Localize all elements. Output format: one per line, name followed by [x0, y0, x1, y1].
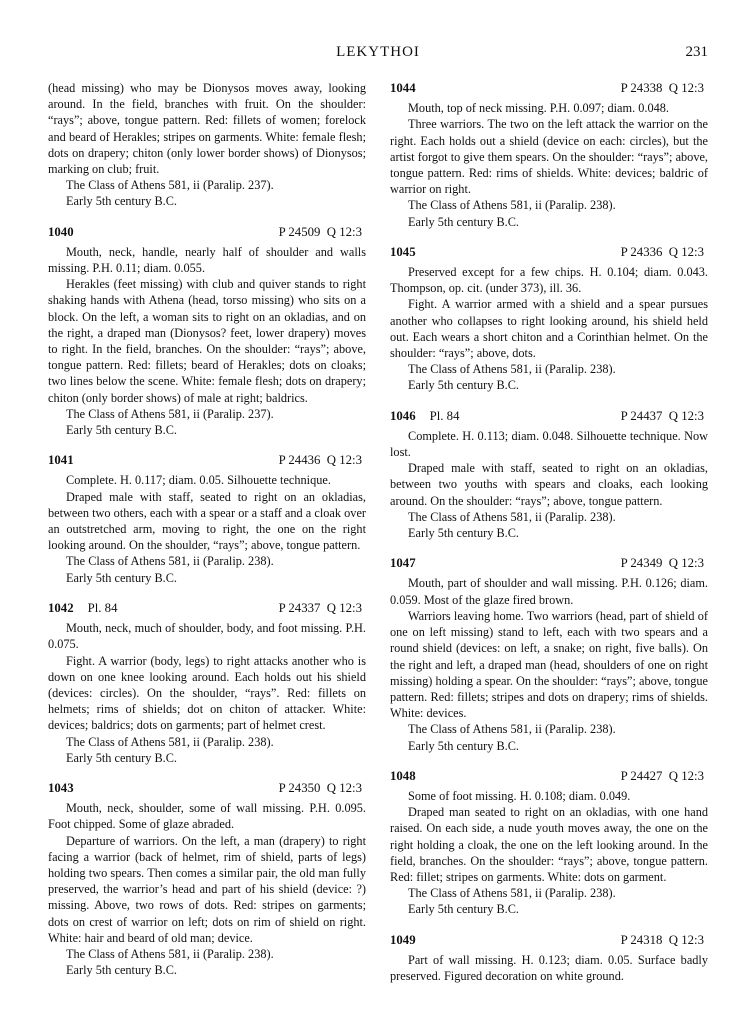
- entry-paragraph: Mouth, neck, handle, nearly half of shoulder and walls missing. P.H. 0.11; diam. 0.055.: [48, 244, 366, 276]
- entry-paragraph: Early 5th century B.C.: [66, 963, 177, 978]
- right-entries: [390, 80, 708, 984]
- entry-paragraph: Some of foot missing. H. 0.108; diam. 0.049.: [408, 788, 631, 803]
- entry-paragraph: Draped man seated to right on an okladias, with one hand raised. On each side, a nude youth moves away, the one on the right holding a cloak, the one on the left looking around. In the field, branches. On the shoulder: “rays”; above, tongue pattern. Red: fillet; stripes on garments. White: dots on garment.: [390, 805, 708, 884]
- continued-entry: [48, 80, 366, 210]
- entry-heading: [390, 408, 708, 424]
- inventory-number: P 24437 Q 12:3: [620, 408, 704, 423]
- catalog-entry: [48, 780, 366, 978]
- entry-paragraph: The Class of Athens 581, ii (Paralip. 238).: [66, 946, 274, 961]
- entry-paragraph: Departure of warriors. On the left, a man (drapery) to right facing a warrior (back of helmet, rim of shield, parts of legs) holding two spears. Then comes a similar pair, the old man fully preserved, the warrior’s head and part of his shield (device: ?) missing. Above, two rows of dots. Red: stripes on garments; dots on crest of warrior on left; dots on rim of shield on right. White: hair and beard of old man; device.: [48, 833, 366, 945]
- catalog-entry: [48, 224, 366, 439]
- inventory-number: P 24427 Q 12:3: [620, 768, 704, 783]
- entry-number: 1048: [390, 768, 416, 783]
- entry-number: 1046: [390, 408, 416, 423]
- entry-heading: [48, 600, 366, 616]
- page-number: 231: [685, 44, 708, 60]
- entry-paragraph: Herakles (feet missing) with club and quiver stands to right shaking hands with Athena (head, torso missing) who sits on a block. On the left, a woman sits to right on an okladias, and on the right, a draped man (Dionysos? feet, lower drapery) moves to right. In the field, branches. On the shoulder: “rays”; above, tongue pattern. Red: fillets; beard of Herakles; dots on cloaks; two lines below the scene. White: female flesh; dots on drapery; chiton (only border shows) of male at right; baldrics.: [48, 277, 366, 405]
- entry-paragraph: The Class of Athens 581, ii (Paralip. 238).: [66, 554, 274, 569]
- entry-paragraph: Draped male with staff, seated to right on an okladias, between two youths with spears and cloaks, each looking around. On the shoulder: “rays”; above, tongue pattern.: [390, 461, 708, 508]
- catalog-entry: [390, 768, 708, 918]
- entry-paragraph: Early 5th century B.C.: [408, 738, 519, 753]
- entry-heading: [390, 555, 708, 571]
- entry-heading: [390, 768, 708, 784]
- inventory-number: P 24337 Q 12:3: [278, 600, 362, 615]
- entry-number: 1045: [390, 244, 416, 259]
- entry-paragraph: Early 5th century B.C.: [408, 378, 519, 393]
- running-title: LEKYTHOI: [336, 44, 420, 60]
- entry-paragraph: The Class of Athens 581, ii (Paralip. 237).: [66, 406, 274, 421]
- entry-number: 1043: [48, 780, 74, 795]
- right-column: [390, 80, 708, 984]
- inventory-number: P 24436 Q 12:3: [278, 453, 362, 468]
- entry-number: 1040: [48, 224, 74, 239]
- inventory-number: P 24509 Q 12:3: [278, 224, 362, 239]
- entry-paragraph: Early 5th century B.C.: [408, 214, 519, 229]
- entry-number: 1047: [390, 556, 416, 571]
- inventory-number: P 24350 Q 12:3: [278, 780, 362, 795]
- entry-paragraph: Fight. A warrior armed with a shield and a spear pursues another who collapses to right looking around, his shield held out. Each wears a short chiton and a Corinthian helmet. On the shoulder: “rays”; above, dots.: [390, 297, 708, 361]
- entry-paragraph: The Class of Athens 581, ii (Paralip. 238).: [408, 722, 616, 737]
- entry-paragraph: Early 5th century B.C.: [66, 570, 177, 585]
- entry-heading: [390, 244, 708, 260]
- entry-paragraph: The Class of Athens 581, ii (Paralip. 238).: [408, 886, 616, 901]
- entry-heading: [48, 780, 366, 796]
- entry-paragraph: The Class of Athens 581, ii (Paralip. 238).: [408, 198, 616, 213]
- entry-paragraph: The Class of Athens 581, ii (Paralip. 238).: [408, 362, 616, 377]
- entry-paragraph: Complete. H. 0.113; diam. 0.048. Silhouette technique. Now lost.: [390, 428, 708, 460]
- catalog-entry: [390, 80, 708, 230]
- entry-paragraph: Complete. H. 0.117; diam. 0.05. Silhouette technique.: [66, 473, 331, 488]
- entry-paragraph: (head missing) who may be Dionysos moves away, looking around. In the field, branches with fruit. On the shoulder: “rays”; above, tongue pattern. Red: fillets of women; forelock and beard of Herakles; stripes on garments. White: female flesh; dots on drapery; chiton (only lower border shows) of Dionysos; marking on club; fruit.: [48, 81, 366, 177]
- plate-reference: Pl. 84: [87, 600, 118, 615]
- inventory-number: P 24318 Q 12:3: [620, 932, 704, 947]
- entry-paragraph: Mouth, neck, shoulder, some of wall missing. P.H. 0.095. Foot chipped. Some of glaze abraded.: [48, 801, 366, 832]
- left-entries: [48, 224, 366, 979]
- entry-number: 1041: [48, 453, 74, 468]
- entry-paragraph: Early 5th century B.C.: [66, 194, 177, 209]
- entry-paragraph: Three warriors. The two on the left attack the warrior on the right. Each holds out a shield (device on each: circles), but the artist forgot to give them spears. On the shoulder: “rays”; above, tongue pattern. Red: rims of shields. White: devices; baldric of warrior on right.: [390, 117, 708, 197]
- entry-paragraph: Fight. A warrior (body, legs) to right attacks another who is down on one knee looking around. Each holds out his shield (devices: circles). On the shoulder, “rays”. Red: fillets on helmets; rims of shields; dot on chiton of attacker. White: devices; baldrics; dots on garments; part of helmet crest.: [48, 653, 366, 733]
- entry-paragraph: Mouth, neck, much of shoulder, body, and foot missing. P.H. 0.075.: [48, 621, 366, 652]
- entry-paragraph: Draped male with staff, seated to right on an okladias, between two others, each with a spear or a staff and a cloak over an outstretched arm, moving to right, the one on the right looking around. On the shoulder, “rays”; above, tongue pattern.: [48, 489, 366, 553]
- entry-heading: [390, 80, 708, 96]
- left-column: [48, 80, 366, 978]
- entry-paragraph: Early 5th century B.C.: [66, 750, 177, 765]
- entry-heading: [48, 452, 366, 468]
- inventory-number: P 24338 Q 12:3: [620, 81, 704, 95]
- plate-reference: Pl. 84: [429, 408, 460, 423]
- entry-paragraph: The Class of Athens 581, ii (Paralip. 238).: [408, 509, 616, 524]
- catalog-entry: [48, 452, 366, 586]
- entry-number: 1049: [390, 932, 416, 947]
- catalog-entry: [48, 600, 366, 766]
- entry-paragraph: Preserved except for a few chips. H. 0.104; diam. 0.043. Thompson, op. cit. (under 373), ill. 36.: [390, 265, 708, 296]
- inventory-number: P 24349 Q 12:3: [620, 556, 704, 571]
- entry-number: 1042: [48, 600, 74, 615]
- catalog-entry: [390, 932, 708, 985]
- catalog-entry: [390, 555, 708, 753]
- entry-number: 1044: [390, 81, 416, 95]
- entry-paragraph: The Class of Athens 581, ii (Paralip. 237).: [66, 178, 274, 193]
- entry-paragraph: Early 5th century B.C.: [408, 526, 519, 541]
- entry-paragraph: The Class of Athens 581, ii (Paralip. 238).: [66, 734, 274, 749]
- entry-paragraph: Warriors leaving home. Two warriors (head, part of shield of one on left missing) stand to left, each with two spears and a round shield (devices: on left, a snake; on right, five balls). On the right and left, a draped man (head, shoulders of one on right missing) holding a spear. On the shoulder: “rays”; above, tongue pattern. Red: fillets; stripes and dots on drapery; rims of shields. White: devices.: [390, 608, 708, 721]
- inventory-number: P 24336 Q 12:3: [620, 244, 704, 259]
- entry-heading: [390, 932, 708, 948]
- page-header: [48, 44, 708, 64]
- catalog-entry: [390, 408, 708, 542]
- entry-paragraph: Part of wall missing. H. 0.123; diam. 0.05. Surface badly preserved. Figured decoration on white ground.: [390, 952, 708, 983]
- entry-paragraph: Early 5th century B.C.: [66, 423, 177, 438]
- entry-heading: [48, 224, 366, 240]
- catalog-entry: [390, 244, 708, 394]
- entry-paragraph: Early 5th century B.C.: [408, 902, 519, 917]
- entry-paragraph: Mouth, top of neck missing. P.H. 0.097; diam. 0.048.: [408, 101, 669, 116]
- entry-paragraph: Mouth, part of shoulder and wall missing. P.H. 0.126; diam. 0.059. Most of the glaze fired brown.: [390, 576, 708, 607]
